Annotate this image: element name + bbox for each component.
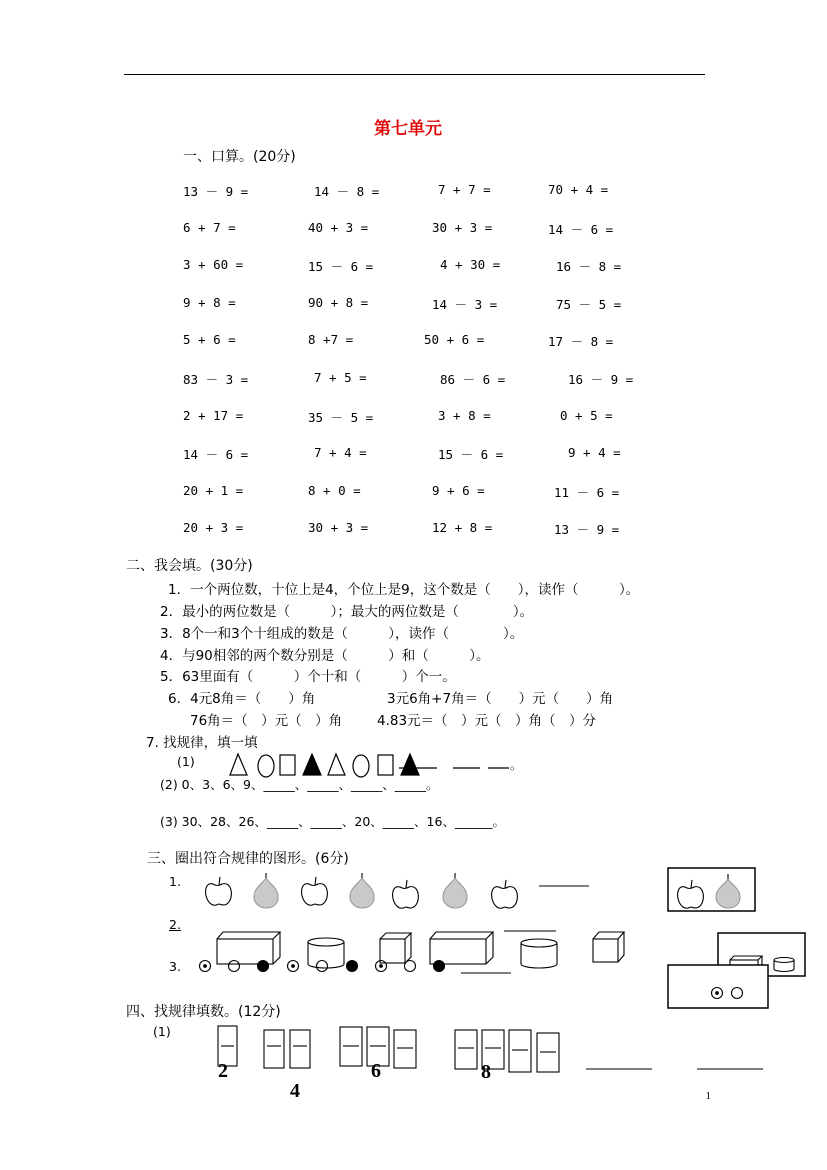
pear-icon xyxy=(716,874,740,908)
calc-item: 30 + 3 = xyxy=(308,520,369,536)
calc-item: 14 － 8 = xyxy=(314,184,380,199)
counter-rod xyxy=(394,1030,416,1068)
calc-item: 5 + 6 = xyxy=(183,332,236,348)
counter-rod xyxy=(537,1033,559,1072)
answer-box xyxy=(718,933,805,976)
calc-item: 35 － 5 = xyxy=(308,409,374,425)
cuboid-icon xyxy=(730,956,762,970)
triangle-icon xyxy=(328,754,345,775)
answer-box xyxy=(668,868,755,911)
square-icon xyxy=(280,755,295,775)
circle-icon xyxy=(317,961,328,972)
page-number: 1 xyxy=(705,1090,711,1102)
circle-icon xyxy=(229,961,240,972)
apple-icon xyxy=(678,880,704,908)
calc-item: 70 + 4 = xyxy=(548,182,609,197)
circle-pattern xyxy=(200,961,769,1009)
calc-item: 9 + 4 = xyxy=(568,445,621,461)
calc-item: 50 + 6 = xyxy=(424,332,485,348)
header-rule xyxy=(124,74,705,75)
question-4: 4．与90相邻的两个数分别是（ ）和（ ）。 xyxy=(160,648,490,664)
counter-rod xyxy=(509,1030,531,1072)
calc-item: 7 + 5 = xyxy=(314,370,367,385)
question-5: 5．63里面有（ ）个十和（ ）个一。 xyxy=(160,669,456,685)
svg-text:。: 。 xyxy=(510,758,523,772)
filled-triangle-icon xyxy=(401,754,419,775)
section1-heading: 一、口算。(20分) xyxy=(183,149,296,165)
calc-item: 16 － 8 = xyxy=(556,259,622,275)
abacus-label-4: 8 xyxy=(481,1061,491,1083)
question-1: 1．一个两位数，十位上是4，个位上是9，这个数是（ ），读作（ ）。 xyxy=(168,582,640,598)
square-icon xyxy=(378,755,393,775)
calc-item: 8 + 0 = xyxy=(308,482,361,498)
apple-icon xyxy=(393,880,419,908)
calc-item: 75 － 5 = xyxy=(556,296,622,312)
section4-heading: 四、找规律填数。(12分) xyxy=(126,1004,281,1020)
calc-item: 30 + 3 = xyxy=(432,219,493,235)
abacus-label-2: 4 xyxy=(290,1080,300,1102)
pear-icon xyxy=(254,873,278,908)
question-6b: 3元6角+7角＝（ ）元（ ）角 xyxy=(387,691,614,707)
calc-item: 13 － 9 = xyxy=(554,522,620,538)
apple-icon xyxy=(492,880,518,908)
abacus-label-3: 6 xyxy=(371,1060,381,1082)
question-6d: 4.83元＝（ ）元（ ）角（ ）分 xyxy=(377,713,597,729)
question-7-1-label: (1) xyxy=(177,754,195,769)
section3-heading: 三、圈出符合规律的图形。(6分) xyxy=(147,851,349,867)
filled-circle-icon xyxy=(434,961,445,972)
counter-rod xyxy=(455,1030,477,1069)
calc-item: 86 － 6 = xyxy=(440,372,506,387)
section4-item-1-label: (1) xyxy=(153,1024,171,1039)
filled-circle-icon xyxy=(347,961,358,972)
calc-item: 12 + 8 = xyxy=(432,520,493,536)
calc-item: 9 + 8 = xyxy=(183,294,236,310)
calc-item: 14 － 6 = xyxy=(548,221,614,237)
calc-item: 11 － 6 = xyxy=(554,484,620,500)
counter-rod xyxy=(264,1030,284,1068)
dotted-circle-icon xyxy=(376,961,387,972)
section3-item-1-label: 1. xyxy=(169,874,181,889)
question-6a: 6．4元8角＝（ ）角 xyxy=(168,691,316,707)
question-7: 7. 找规律，填一填 xyxy=(146,735,258,751)
calc-item: 17 － 8 = xyxy=(548,334,614,350)
page-title: 第七单元 xyxy=(374,119,442,139)
calc-item: 4 + 30 = xyxy=(440,257,501,273)
cylinder-icon xyxy=(521,939,557,968)
cuboid-icon xyxy=(430,932,493,964)
filled-circle-icon xyxy=(258,961,269,972)
section2-heading: 二、我会填。(30分) xyxy=(126,558,253,574)
oval-icon xyxy=(353,755,369,777)
cube-icon xyxy=(380,933,411,963)
calc-item: 20 + 3 = xyxy=(183,520,244,536)
triangle-icon xyxy=(230,754,247,775)
calc-item: 14 － 6 = xyxy=(183,447,249,463)
calc-item: 13 － 9 = xyxy=(183,184,249,199)
abacus-label-1: 2 xyxy=(218,1060,228,1082)
calc-item: 15 － 6 = xyxy=(308,259,374,275)
calc-item: 7 + 4 = xyxy=(314,445,367,461)
question-3: 3．8个一和3个十组成的数是（ ），读作（ ）。 xyxy=(160,626,524,642)
question-7-2: (2) 0、3、6、9、_____、_____、_____、_____。 xyxy=(160,777,439,792)
circle-icon xyxy=(732,988,743,999)
cylinder-icon xyxy=(308,938,344,968)
section3-item-2-label: 2. xyxy=(169,917,181,932)
counter-rod xyxy=(290,1030,310,1068)
filled-triangle-icon xyxy=(303,754,321,775)
question-2: 2．最小的两位数是（ ）；最大的两位数是（ ）。 xyxy=(160,604,534,620)
pear-icon xyxy=(350,873,374,908)
cylinder-icon xyxy=(774,958,794,972)
calc-item: 83 － 3 = xyxy=(183,372,249,387)
dotted-circle-icon xyxy=(288,961,299,972)
calc-item: 20 + 1 = xyxy=(183,482,244,498)
calc-item: 2 + 17 = xyxy=(183,407,244,423)
calc-item: 15 － 6 = xyxy=(438,447,504,463)
calc-item: 14 － 3 = xyxy=(432,296,498,312)
calc-item: 3 + 60 = xyxy=(183,257,244,273)
apple-icon xyxy=(206,877,232,905)
shape-pattern xyxy=(230,754,522,777)
fruit-pattern xyxy=(206,868,755,911)
counter-rod xyxy=(340,1027,362,1066)
dotted-circle-icon xyxy=(200,961,211,972)
question-7-3: (3) 30、28、26、_____、_____、20、_____、16、______。 xyxy=(160,814,505,829)
answer-box xyxy=(668,965,768,1008)
pear-icon xyxy=(443,873,467,908)
cuboid-icon xyxy=(217,932,280,964)
apple-icon xyxy=(302,877,328,905)
solid-shape-pattern xyxy=(217,931,805,976)
calc-item: 9 + 6 = xyxy=(432,482,485,498)
dotted-circle-icon xyxy=(712,988,723,999)
section3-item-3-label: 3. xyxy=(169,959,181,974)
question-6c: 76角＝（ ）元（ ）角 xyxy=(190,713,343,729)
calc-item: 16 － 9 = xyxy=(568,372,634,387)
oval-icon xyxy=(258,755,274,777)
circle-icon xyxy=(405,961,416,972)
calc-item: 40 + 3 = xyxy=(308,219,369,235)
calc-item: 8 +7 = xyxy=(308,332,354,348)
calc-item: 7 + 7 = xyxy=(438,182,491,197)
calc-item: 90 + 8 = xyxy=(308,294,369,310)
calc-item: 3 + 8 = xyxy=(438,407,491,423)
calc-item: 6 + 7 = xyxy=(183,219,236,235)
calc-item: 0 + 5 = xyxy=(560,407,613,423)
cube-icon xyxy=(593,932,624,962)
